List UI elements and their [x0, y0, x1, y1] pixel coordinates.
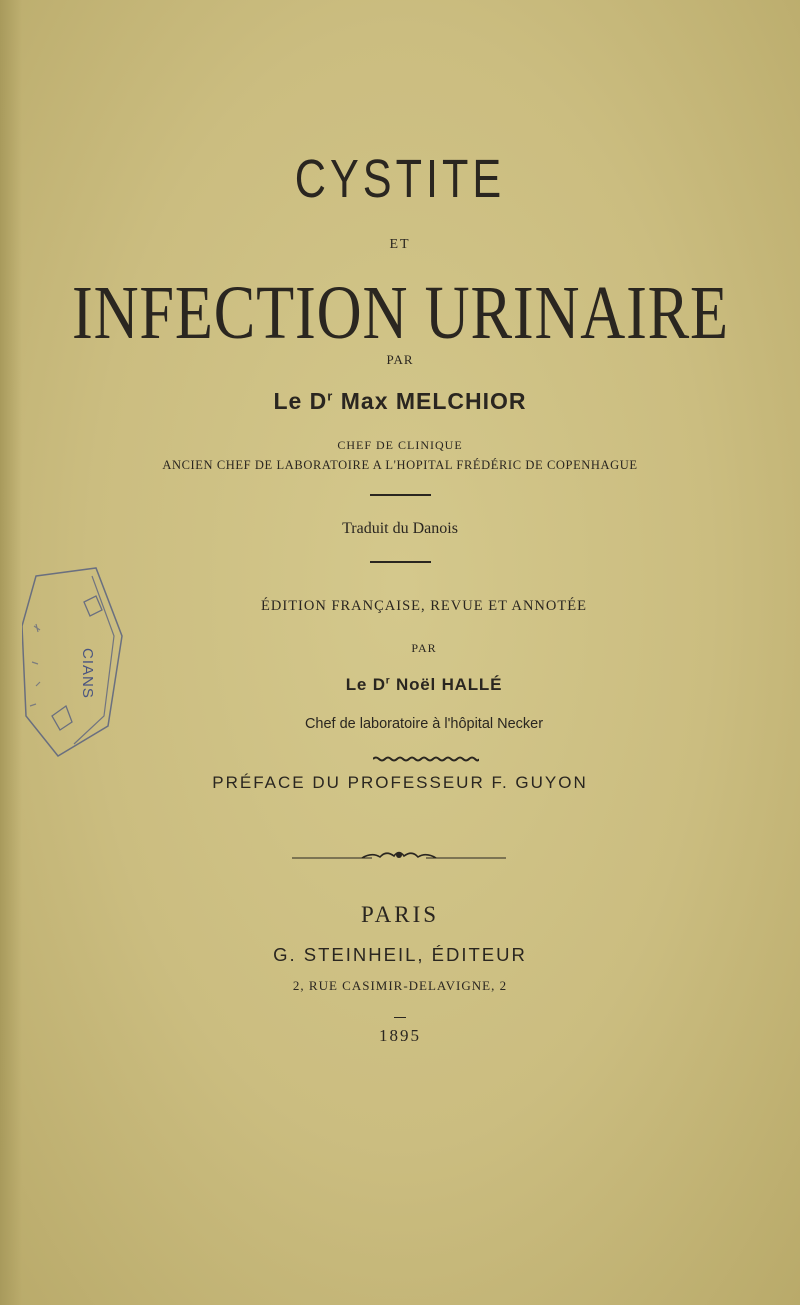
- editor-prefix-sup: r: [385, 675, 391, 687]
- stamp-text: CIANS: [79, 648, 96, 699]
- author-by: PAR: [386, 352, 414, 367]
- divider-rule: [370, 561, 431, 563]
- ornament-divider-icon: [292, 848, 506, 866]
- author-role-1: CHEF DE CLINIQUE: [337, 438, 463, 452]
- author-role-2: ANCIEN CHEF DE LABORATOIRE A L'HOPITAL FRÉDÉRIC DE COPENHAGUE: [162, 458, 638, 472]
- publisher-city: PARIS: [360, 902, 440, 927]
- editor-prefix: Le D: [345, 675, 386, 694]
- edition-line: ÉDITION FRANÇAISE, REVUE ET ANNOTÉE: [261, 598, 587, 614]
- preface-line: PRÉFACE DU PROFESSEUR F. GUYON: [212, 773, 588, 792]
- editor-line: [24, 675, 800, 695]
- editor-name: Noël HALLÉ: [396, 675, 503, 694]
- page-edge-shadow: [0, 0, 22, 1305]
- publisher-address: 2, RUE CASIMIR-DELAVIGNE, 2: [292, 978, 508, 993]
- editor-role: Chef de laboratoire à l'hôpital Necker: [304, 716, 544, 732]
- title-main: CYSTITE: [294, 149, 506, 209]
- edition-by: PAR: [411, 641, 437, 655]
- author-name: Max MELCHIOR: [340, 388, 527, 414]
- library-stamp-icon: [22, 566, 124, 758]
- small-dash: [394, 1017, 406, 1018]
- translation-note: Traduit du Danois: [342, 520, 458, 537]
- author-prefix-sup: r: [327, 388, 334, 404]
- publication-year: 1895: [379, 1026, 421, 1045]
- wavy-rule: [373, 756, 479, 762]
- divider-rule: [370, 494, 431, 496]
- title-conjunction: ET: [389, 237, 411, 252]
- title-subtitle: INFECTION URINAIRE: [72, 271, 729, 355]
- publisher-name: G. STEINHEIL, ÉDITEUR: [273, 944, 527, 965]
- author-line: [0, 388, 800, 415]
- author-prefix: Le D: [273, 388, 328, 414]
